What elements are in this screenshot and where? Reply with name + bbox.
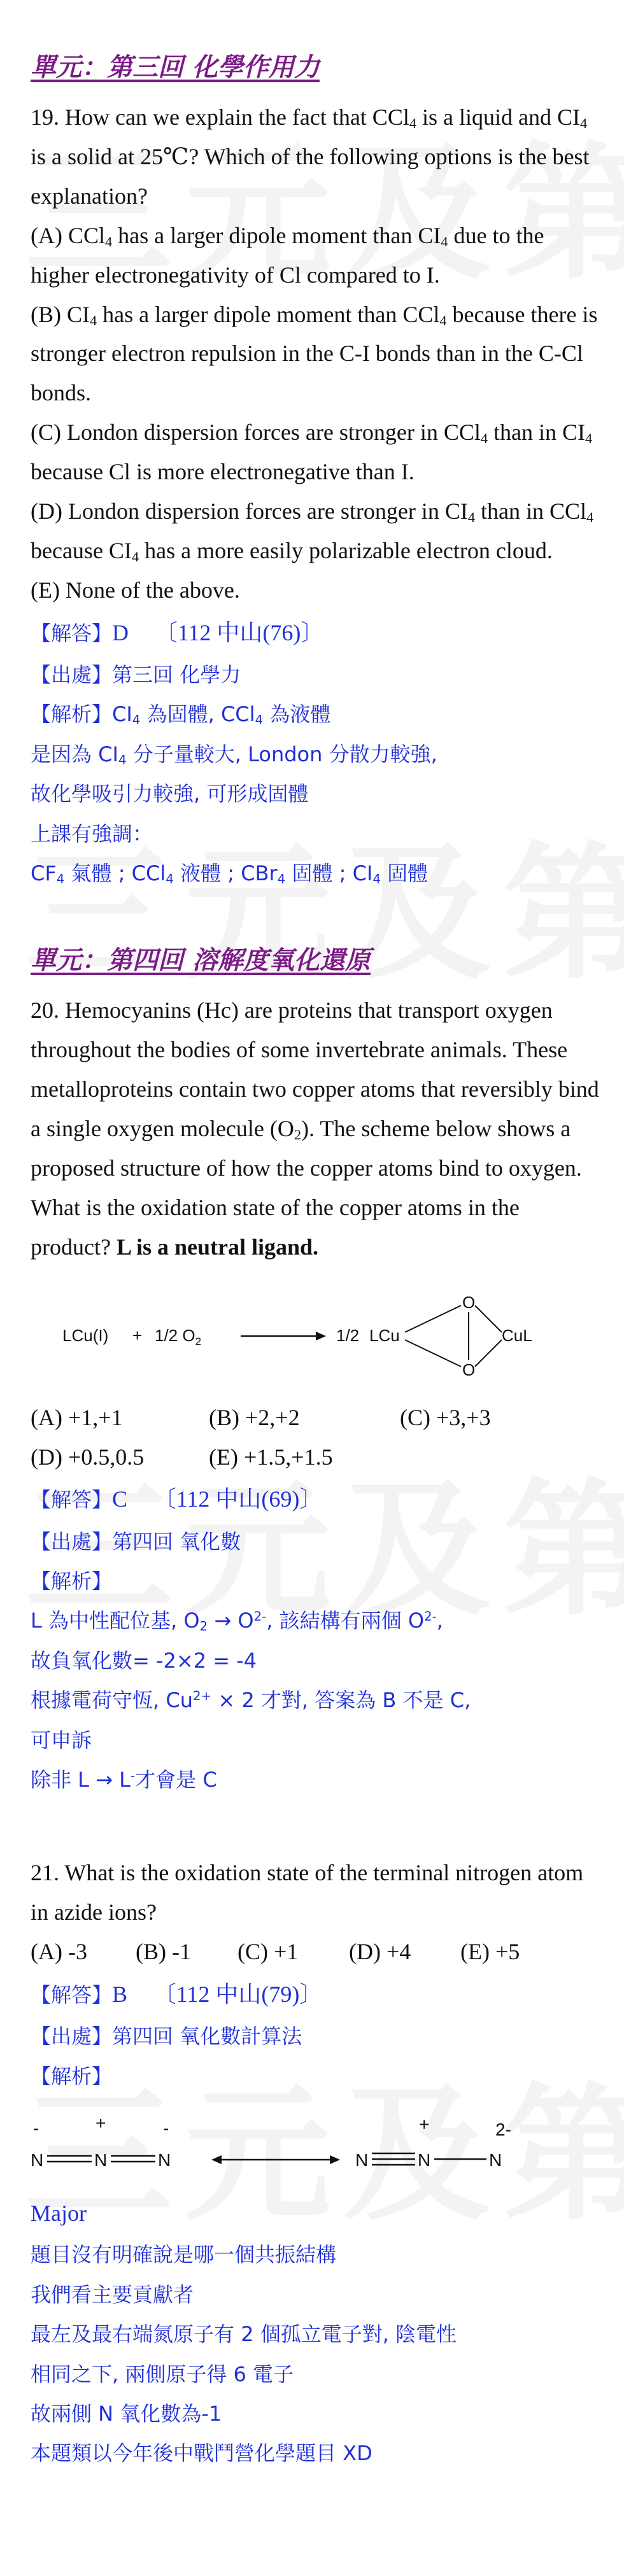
bond-cu2-o1 xyxy=(475,1306,502,1332)
question-21-option-b: (B) -1 xyxy=(136,1939,191,1965)
question-21-option-c: (C) +1 xyxy=(238,1939,299,1965)
question-21-stem: 21. What is the oxidation state of the terminal nitrogen atom in azide ions? xyxy=(31,1860,584,1925)
question-20-explanation-label: 【解析】 xyxy=(31,1569,113,1594)
question-20-explanation-3: 根據電荷守恆, $Cu^{2+} \times 2$ 才對, 答案為 B 不是 C, xyxy=(31,1688,471,1713)
question-21 xyxy=(31,1854,604,2473)
left-n-3: N xyxy=(158,2150,171,2171)
left-charge-3: - xyxy=(163,2118,169,2139)
worksheet-page xyxy=(31,51,604,2474)
question-20-stem: 20. Hemocyanins (Hc) are proteins that transport oxygen throughout the bodies of some invertebrate animals. These metalloproteins contain two copper atoms that reversibly bind a single oxygen molecule $(O_2)$. The scheme below shows a proposed structure of how the copper atoms bind to oxygen. What is the oxidation state of the copper atoms in the product? L is a neutral ligand. xyxy=(31,997,599,1260)
scheme-plus: + xyxy=(132,1325,143,1345)
question-19-option-d: (D) London dispersion forces are stronger in $CI_4$ than in CCl$_4$ because $CI_4$ has a more easily polarizable electron cloud. xyxy=(31,498,594,565)
copper-oxygen-scheme xyxy=(31,1285,591,1381)
question-19-explanation-1: 【解析】$CI_4$ 為固體, CCl$_4$ 為液體 xyxy=(31,702,331,728)
unit-4-title: 單元：第四回 溶解度氧化還原 xyxy=(31,945,371,976)
question-20-option-d: (D) +0.5,0.5 xyxy=(31,1444,145,1470)
right-n-1: N xyxy=(355,2150,369,2171)
question-21-option-e: (E) +5 xyxy=(460,1939,520,1965)
question-20-option-e: (E) +1.5,+1.5 xyxy=(209,1444,333,1470)
question-19-option-a: (A) CCl$_4$ has a larger dipole moment than $CI_4$ due to the higher electronegativity of Cl compared to I. xyxy=(31,222,544,288)
question-21-source: 【出處】第四回 氧化數計算法 xyxy=(31,2024,302,2049)
question-19-explanation-2: 是因為 $CI_4$ 分子量較大, London 分散力較強, xyxy=(31,742,437,768)
question-19-stem: 19. How can we explain the fact that CCl$_4$ is a liquid and $CI_4$ is a solid at 25℃? Which of the following options is the best explanation? xyxy=(31,104,590,209)
question-19-source: 【出處】第三回 化學力 xyxy=(31,662,241,687)
reaction-arrow-head xyxy=(316,1332,326,1341)
right-n-3: N xyxy=(489,2150,502,2171)
unit-3-title: 單元：第三回 化學作用力 xyxy=(31,52,320,82)
right-charge-mid: + xyxy=(419,2115,430,2135)
question-20-explanation-2: 故負氧化數= -2×2 = -4 xyxy=(31,1648,257,1673)
scheme-reactant-2: 1/2 $O_2$ xyxy=(155,1325,202,1348)
left-charge-2: + xyxy=(96,2113,106,2134)
azide-resonance-diagram xyxy=(31,2102,591,2185)
question-20-options-row-1 xyxy=(31,1398,604,1438)
question-20-explanation-5: 除非 L → L-才會是 C xyxy=(31,1768,217,1792)
scheme-product-left: LCu xyxy=(369,1325,400,1345)
question-21-major-label: Major xyxy=(31,2200,87,2227)
left-n-2: N xyxy=(94,2150,108,2171)
question-21-option-a: (A) -3 xyxy=(31,1939,87,1965)
question-21-explanation-3: 最左及最右端氮原子有 2 個孤立電子對, 陰電性 xyxy=(31,2322,457,2347)
question-19 xyxy=(31,98,604,893)
question-19-option-b: (B) $CI_4$ has a larger dipole moment than CCl$_4$ because there is stronger electron repulsion in the C-I bonds than in the C-Cl bonds. xyxy=(31,301,598,406)
question-21-options-row xyxy=(31,1932,604,1972)
question-19-option-c: (C) London dispersion forces are stronger in CCl$_4$ than in $CI_4$ because Cl is more electronegative than I. xyxy=(31,419,593,485)
bond-cu2-o2 xyxy=(475,1340,502,1367)
scheme-reactant-1: LCu(I) xyxy=(62,1325,109,1345)
left-charge-1: - xyxy=(33,2118,39,2139)
question-21-explanation-1: 題目沒有明確說是哪一個共振結構 xyxy=(31,2242,337,2267)
scheme-product-coefficient: 1/2 xyxy=(336,1325,360,1345)
question-20-explanation-1: L 為中性配位基, $O_2 \to O^{2-}$, 該結構有兩個 $O^{2-}$, xyxy=(31,1608,443,1634)
question-20-source: 【出處】第四回 氧化數 xyxy=(31,1529,241,1554)
question-21-explanation-4: 相同之下, 兩側原子得 6 電子 xyxy=(31,2361,294,2386)
right-charge-end: 2- xyxy=(495,2120,511,2140)
left-n-1: N xyxy=(31,2150,44,2171)
resonance-arrow-right-head xyxy=(330,2155,340,2164)
question-21-option-d: (D) +4 xyxy=(349,1939,411,1965)
question-20 xyxy=(31,991,604,1799)
question-21-answer: 【解答】B 〔112 中山(79)〕 xyxy=(31,1981,323,2008)
scheme-product-right: CuL xyxy=(502,1325,532,1345)
scheme-oxygen-top: O xyxy=(462,1292,476,1312)
question-21-explanation-6: 本題類以今年後中戰鬥營化學題目 XD xyxy=(31,2441,372,2466)
bond-cu1-o1 xyxy=(405,1306,461,1332)
question-21-explanation-5: 故兩側 N 氧化數為-1 xyxy=(31,2402,222,2426)
scheme-oxygen-bottom: O xyxy=(462,1360,476,1379)
question-19-explanation-5: $CF_4$ 氣體 ; CCl$_4$ 液體 ; CBr$_4$ 固體 ; $CI_4$ 固體 xyxy=(31,861,429,887)
question-20-explanation-4: 可申訴 xyxy=(31,1728,92,1752)
question-20-options-row-2 xyxy=(31,1438,604,1477)
question-19-explanation-4: 上課有強調： xyxy=(31,821,153,846)
question-19-option-e: (E) None of the above. xyxy=(31,577,240,603)
question-20-option-b: (B) +2,+2 xyxy=(209,1404,300,1430)
question-20-answer: 【解答】C 〔112 中山(69)〕 xyxy=(31,1486,323,1512)
question-20-option-a: (A) +1,+1 xyxy=(31,1404,123,1430)
question-19-answer: 【解答】D 〔112 中山(76)〕 xyxy=(31,619,324,645)
question-20-option-c: (C) +3,+3 xyxy=(400,1404,491,1430)
bond-cu1-o2 xyxy=(405,1340,461,1367)
question-21-explanation-label: 【解析】 xyxy=(31,2064,113,2088)
resonance-arrow-left-head xyxy=(211,2155,222,2164)
question-19-explanation-3: 故化學吸引力較強, 可形成固體 xyxy=(31,782,309,806)
right-n-2: N xyxy=(418,2150,431,2171)
question-21-explanation-2: 我們看主要貢獻者 xyxy=(31,2282,194,2307)
